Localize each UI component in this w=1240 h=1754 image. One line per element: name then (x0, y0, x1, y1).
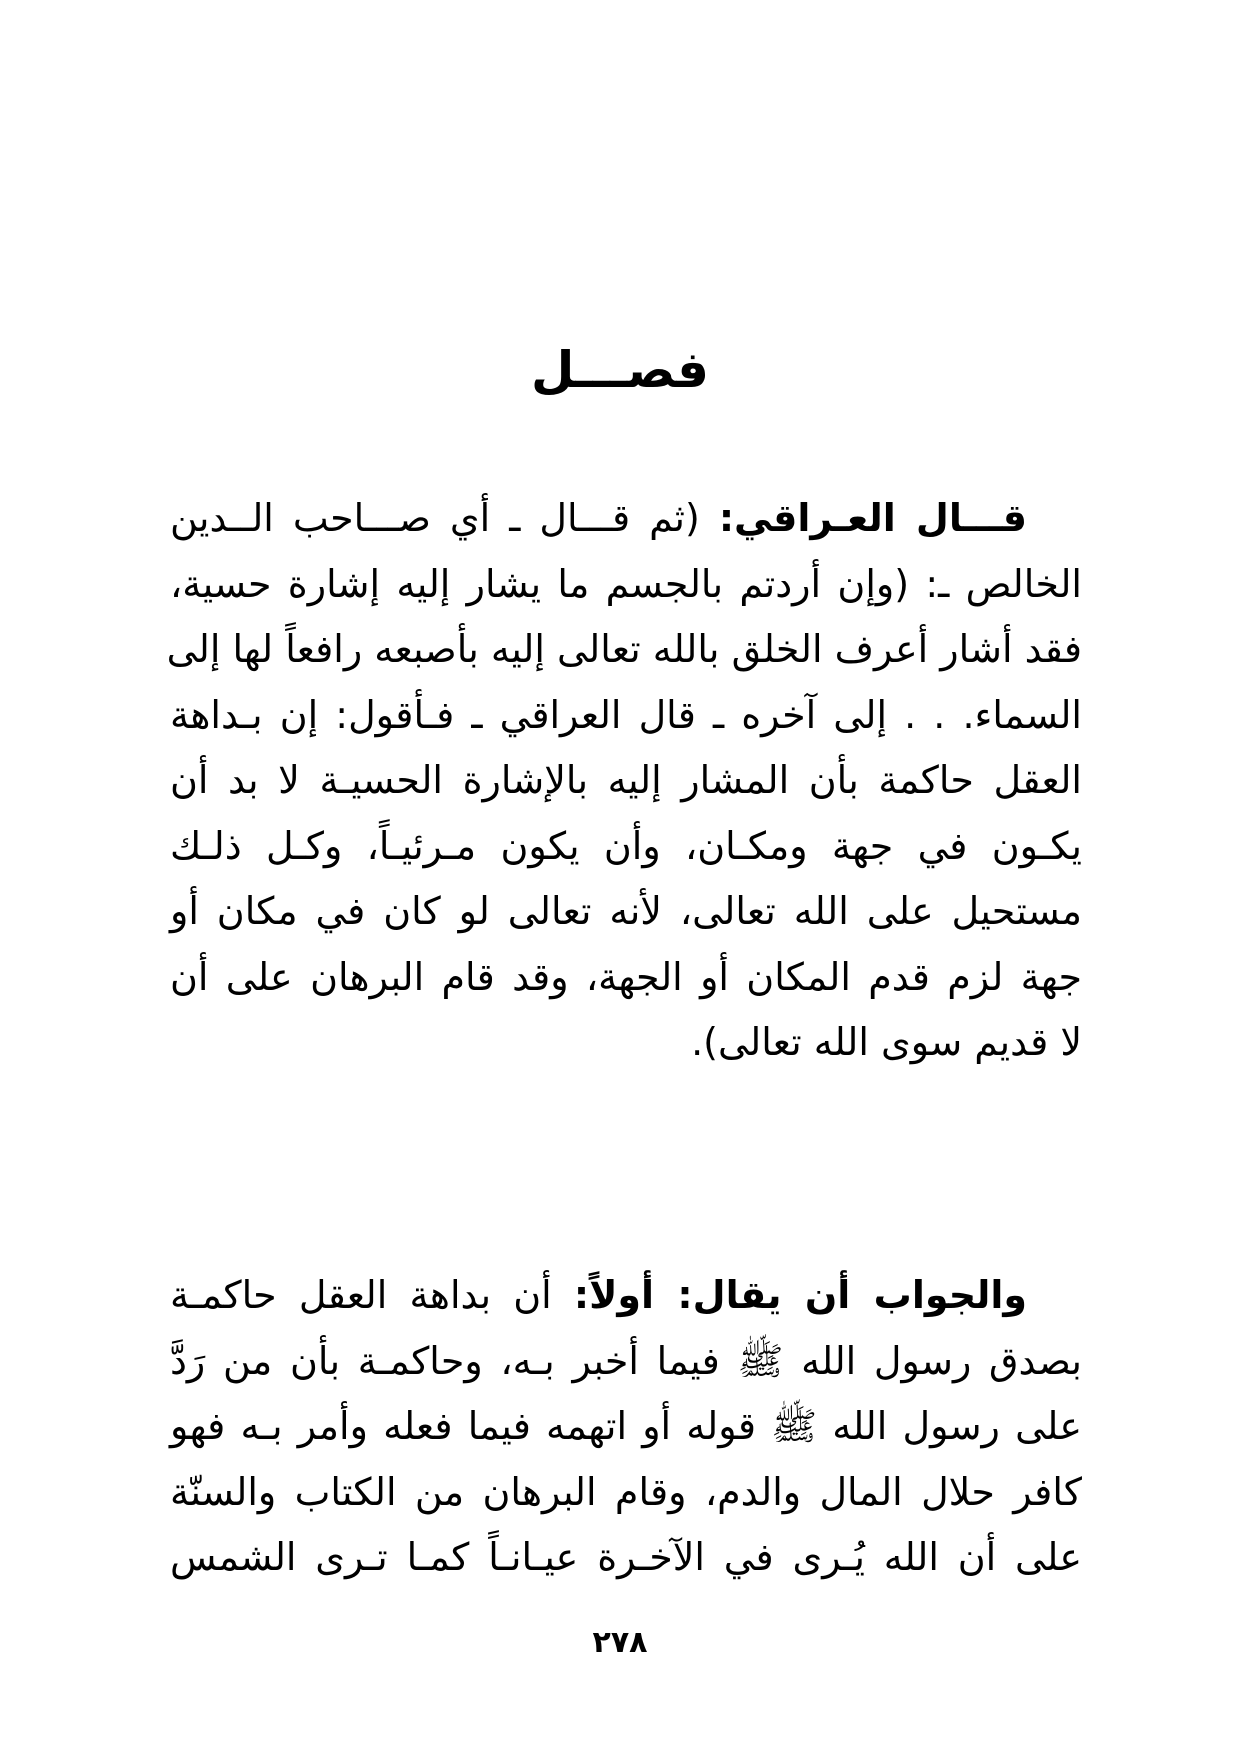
page-number: ٢٧٨ (592, 1625, 648, 1660)
paragraph-line: يكـون في جهة ومكـان، وأن يكون مـرئيـاً، وكـل ذلـك (170, 823, 1082, 868)
section-heading: فصـــل (531, 341, 709, 399)
paragraph-quote (166, 486, 1082, 1076)
paragraph-line: على أن الله يُـرى في الآخـرة عيـانـاً كمـا تـرى الشمس (170, 1535, 1082, 1579)
paragraph-line: جهة لزم قدم المكان أو الجهة، وقد قام البرهان على أن (170, 954, 1082, 999)
paragraph-line (170, 1263, 1082, 1329)
paragraph-line: على رسول الله ﷺ قوله أو اتهمه فيما فعله وأمر بـه فهو (170, 1404, 1082, 1448)
paragraph-line (170, 486, 1082, 552)
line-text: (ثم قـــال ـ أي صـــاحب الــدين (170, 496, 719, 540)
paragraph-line: بصدق رسول الله ﷺ فيما أخبر بـه، وحاكمـة بأن من رَدَّ (170, 1338, 1082, 1383)
paragraph-line: السماء. . . إلى آخره ـ قال العراقي ـ فـأقول: إن بـداهة (170, 692, 1082, 737)
paragraph-line: كافر حلال المال والدم، وقام البرهان من الكتاب والسنّة (170, 1469, 1082, 1514)
paragraph-answer (170, 1263, 1082, 1591)
speaker-lead: قـــال العـراقي: (718, 496, 1027, 540)
answer-lead: والجواب أن يقال: أولاً: (573, 1273, 1027, 1317)
paragraph-line: فقد أشار أعرف الخلق بالله تعالى إليه بأصبعه رافعاً لها إلى (166, 627, 1082, 671)
paragraph-line: مستحيل على الله تعالى، لأنه تعالى لو كان في مكان أو (170, 889, 1082, 933)
paragraph-line: الخالص ـ: (وإن أردتم بالجسم ما يشار إليه إشارة حسية، (170, 561, 1082, 606)
line-text: أن بداهة العقل حاكمـة (170, 1273, 574, 1317)
paragraph-line: العقل حاكمة بأن المشار إليه بالإشارة الحسيـة لا بد أن (170, 758, 1082, 802)
paragraph-line: لا قديم سوى الله تعالى). (691, 1020, 1082, 1064)
